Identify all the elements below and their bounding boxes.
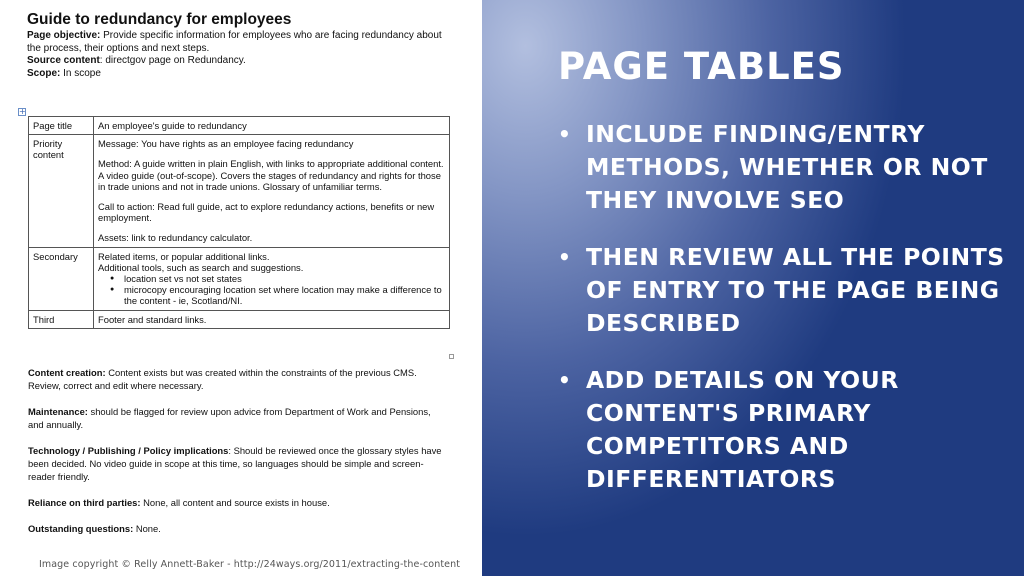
document-notes	[28, 366, 448, 548]
table-cell-label: Third	[29, 310, 94, 328]
table-cell-label: Page title	[29, 117, 94, 135]
priority-assets: Assets: link to redundancy calculator.	[98, 232, 253, 244]
priority-call-to-action: Call to action: Read full guide, act to explore redundancy actions, benefits or new employment.	[98, 201, 435, 224]
page-table	[28, 116, 450, 329]
bullet-icon: •	[558, 122, 572, 146]
table-row	[29, 310, 450, 328]
meta-source: Source content: directgov page on Redundancy.	[27, 55, 246, 66]
document-header	[27, 10, 457, 80]
table-row	[29, 135, 450, 247]
table-row	[29, 117, 450, 135]
table-cell-value: An employee's guide to redundancy	[94, 117, 450, 135]
table-cell-value	[94, 135, 450, 247]
secondary-line: Related items, or popular additional links.	[98, 250, 270, 262]
bullet-icon: •	[558, 245, 572, 269]
table-cell-label: Secondary	[29, 247, 94, 310]
image-copyright: Image copyright © Relly Annett-Baker - http://24ways.org/2011/extracting-the-content	[39, 559, 461, 570]
slide-panel	[482, 0, 1024, 576]
secondary-bullet-list	[114, 273, 445, 307]
meta-scope: Scope: In scope	[27, 67, 101, 79]
note-outstanding-questions: Outstanding questions: None.	[28, 523, 161, 534]
note-maintenance: Maintenance: should be flagged for review upon advice from Department of Work and Pensions, and annually.	[28, 406, 431, 430]
list-item: ● microcopy encouraging location set where location may make a difference to the content - ie, Scotland/NI.	[114, 284, 445, 306]
table-resize-handle[interactable]	[449, 354, 454, 359]
bullet-text: THEN REVIEW ALL THE POINTS OF ENTRY TO THE PAGE BEING DESCRIBED	[586, 243, 1005, 337]
table-row	[29, 247, 450, 310]
note-third-parties: Reliance on third parties: None, all content and source exists in house.	[28, 497, 330, 508]
priority-message: Message: You have rights as an employee facing redundancy	[98, 138, 354, 150]
list-item	[558, 118, 1018, 217]
bullet-icon: •	[558, 368, 572, 392]
slide-bullet-list	[558, 118, 1018, 520]
slide-title: PAGE TABLES	[558, 45, 845, 88]
table-cell-value	[94, 247, 450, 310]
meta-objective: Page objective: Provide specific information for employees who are facing redundancy about the process, their options and next steps.	[27, 30, 442, 54]
note-technology: Technology / Publishing / Policy implications: Should be reviewed once the glossary styles have been decided. No video guide in scope at this time, so languages should be simple and screen-reader friendly.	[28, 445, 442, 482]
document-title: Guide to redundancy for employees	[27, 11, 292, 28]
table-cell-label: Priority content	[29, 135, 94, 247]
list-item	[558, 241, 1018, 340]
note-content-creation: Content creation: Content exists but was created within the constraints of the previous CMS. Review, correct and edit where necessary.	[28, 367, 417, 391]
table-move-handle-icon[interactable]: +	[19, 107, 26, 116]
secondary-line: Additional tools, such as search and suggestions.	[98, 261, 304, 273]
bullet-text: INCLUDE FINDING/ENTRY METHODS, WHETHER OR NOT THEY INVOLVE SEO	[586, 120, 988, 214]
list-item	[558, 364, 1018, 496]
table-cell-value: Footer and standard links.	[94, 310, 450, 328]
list-item: ● location set vs not set states	[114, 273, 445, 284]
bullet-text: ADD DETAILS ON YOUR CONTENT'S PRIMARY COMPETITORS AND DIFFERENTIATORS	[586, 366, 899, 493]
priority-method: Method: A guide written in plain English, with links to appropriate additional content. A video guide (out-of-scope). Covers the stages of redundancy and rights for those in trade unions and not in trade unions. Glossary of unfamiliar terms.	[98, 158, 444, 192]
document-panel	[0, 0, 482, 576]
